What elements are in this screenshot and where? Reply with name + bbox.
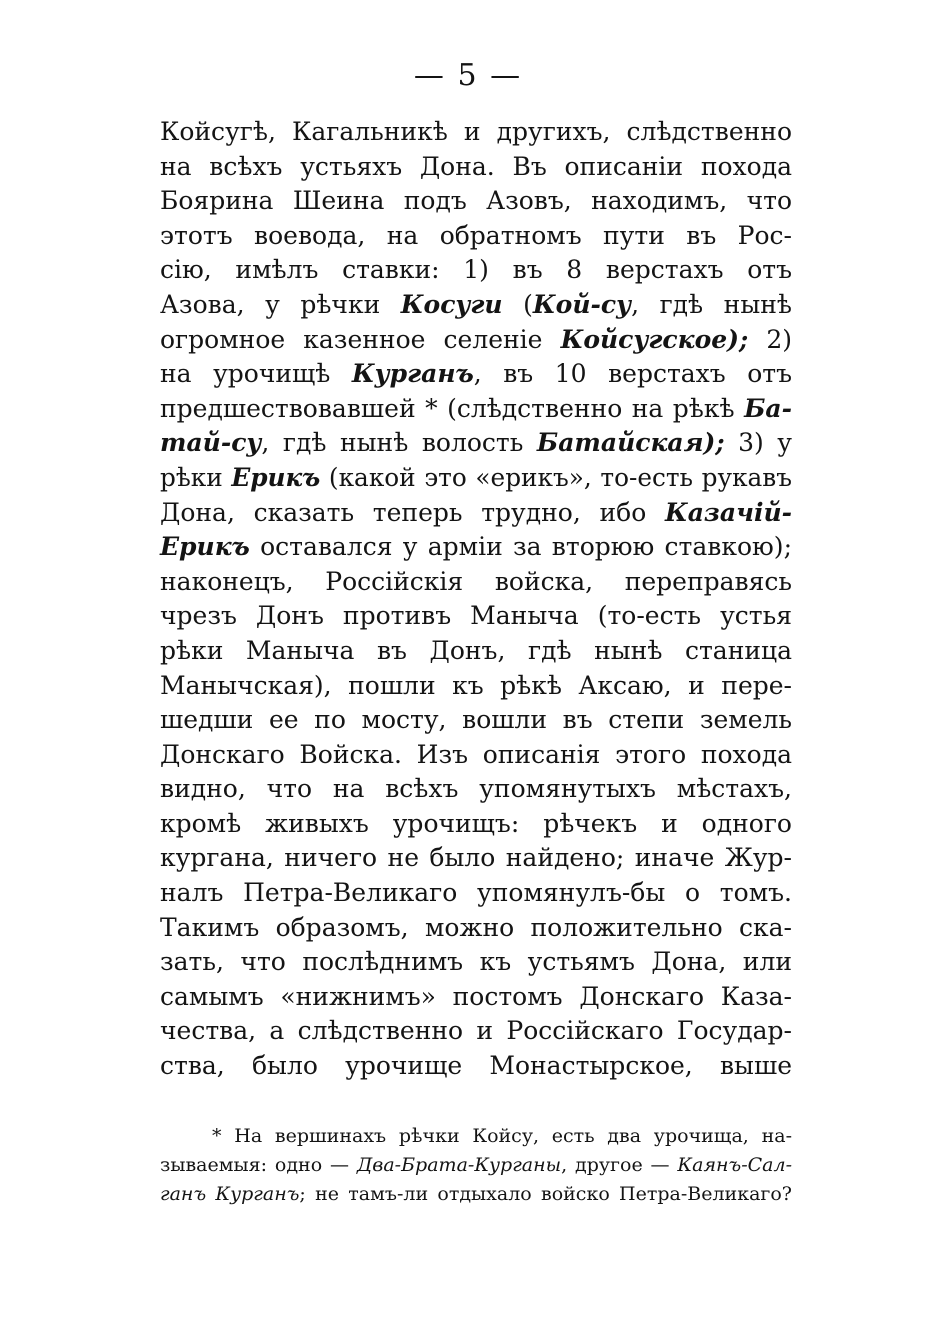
italic-term: Косуги [400, 289, 503, 319]
footnote-line [160, 1151, 792, 1180]
text-segment: видно, что на всѣхъ упомянутыхъ мѣстахъ, [160, 774, 792, 804]
text-line [160, 911, 792, 946]
text-segment: Такимъ образомъ, можно положительно ска- [160, 912, 792, 942]
text-segment: чества, а слѣдственно и Россійскаго Государ- [160, 1016, 792, 1046]
text-line [160, 530, 792, 565]
text-line [160, 876, 792, 911]
text-line [160, 565, 792, 600]
text-segment: предшествовавшей * (слѣдственно на рѣкѣ [160, 393, 745, 423]
text-segment: Боярина Шеина подъ Азовъ, находимъ, что [160, 186, 792, 216]
text-line [160, 841, 792, 876]
text-line [160, 738, 792, 773]
italic-term: Ерикъ [231, 462, 321, 492]
italic-term: Ба- [744, 393, 792, 423]
text-segment: ства, было урочище Монастырское, выше [160, 1051, 792, 1081]
text-line [160, 323, 792, 358]
footnote-line [160, 1122, 792, 1151]
text-segment: зываемыя: одно — [160, 1154, 357, 1176]
text-segment: , гдѣ нынѣ волость [261, 428, 537, 458]
text-segment: кромѣ живыхъ урочищъ: рѣчекъ и одного [160, 808, 792, 838]
text-segment: самымъ «нижнимъ» постомъ Донскаго Каза- [160, 981, 792, 1011]
text-line [160, 426, 792, 461]
text-segment: налъ Петра-Великаго упомянулъ-бы о томъ. [160, 878, 792, 908]
italic-term: ганъ Курганъ [160, 1183, 300, 1205]
text-segment: ( [502, 289, 533, 319]
text-segment: Азова, у рѣчки [160, 289, 401, 319]
text-line [160, 807, 792, 842]
body-text [160, 115, 792, 1084]
text-line [160, 219, 792, 254]
text-segment: * На вершинахъ рѣчки Койсу, есть два урочища, на- [212, 1125, 792, 1147]
text-line [160, 392, 792, 427]
text-segment: огромное казенное селеніе [160, 324, 561, 354]
text-line [160, 496, 792, 531]
text-segment: ; не тамъ-ли отдыхало войско Петра-Великаго? [299, 1183, 792, 1205]
text-segment: Манычская), пошли къ рѣкѣ Аксаю, и пере- [160, 670, 792, 700]
italic-term: тай-су [160, 428, 262, 458]
text-line [160, 288, 792, 323]
italic-term: Курганъ [351, 359, 474, 389]
text-segment: на всѣхъ устьяхъ Дона. Въ описаніи похода [160, 151, 792, 181]
text-line [160, 980, 792, 1015]
text-line [160, 772, 792, 807]
text-segment: , въ 10 верстахъ отъ [473, 359, 793, 389]
footnote [160, 1122, 792, 1209]
text-segment: 2) [748, 324, 793, 354]
italic-term: Казачій- [664, 497, 792, 527]
text-segment: этотъ воевода, на обратномъ пути въ Рос- [160, 220, 792, 250]
text-segment: наконецъ, Россійскія войска, переправясь [160, 566, 792, 596]
text-line [160, 1014, 792, 1049]
italic-term: Койсугское); [560, 324, 749, 354]
text-segment: сію, имѣлъ ставки: 1) въ 8 верстахъ отъ [160, 255, 792, 285]
text-line [160, 599, 792, 634]
italic-term: Кой-су [532, 289, 632, 319]
footnote-line [160, 1180, 792, 1209]
text-segment: Дона, сказать теперь трудно, ибо [160, 497, 665, 527]
text-line [160, 1049, 792, 1084]
text-segment: чрезъ Донъ противъ Маныча (то-есть устья [160, 601, 792, 631]
text-segment: , другое — [561, 1154, 678, 1176]
text-line [160, 115, 792, 150]
text-segment: оставался у арміи за вторюю ставкою); [249, 532, 792, 562]
text-line [160, 253, 792, 288]
italic-term: Каянъ-Сал- [677, 1154, 792, 1176]
italic-term: Два-Брата-Курганы [356, 1154, 562, 1176]
text-segment: рѣки [160, 462, 232, 492]
italic-term: Батайская); [536, 428, 725, 458]
text-segment: шедши ее по мосту, вошли въ степи земель [160, 705, 792, 735]
text-line [160, 634, 792, 669]
page-number: — 5 — [413, 58, 523, 93]
text-segment: (какой это «ерикъ», то-есть рукавъ [320, 462, 792, 492]
text-segment: 3) у [724, 428, 792, 458]
text-segment: Донскаго Войска. Изъ описанія этого похода [160, 739, 792, 769]
text-line [160, 703, 792, 738]
text-segment: рѣки Маныча въ Донъ, гдѣ нынѣ станица [160, 635, 792, 665]
text-line [160, 461, 792, 496]
italic-term: Ерикъ [160, 532, 250, 562]
text-line [160, 669, 792, 704]
text-line [160, 150, 792, 185]
text-line [160, 357, 792, 392]
text-line [160, 945, 792, 980]
text-segment: , гдѣ нынѣ [631, 289, 792, 319]
text-segment: кургана, ничего не было найдено; иначе Жур- [160, 843, 792, 873]
text-segment: зать, что послѣднимъ къ устьямъ Дона, или [160, 947, 792, 977]
text-line [160, 184, 792, 219]
text-segment: на урочищѣ [160, 359, 352, 389]
text-segment: Койсугѣ, Кагальникѣ и другихъ, слѣдственно [160, 117, 792, 146]
